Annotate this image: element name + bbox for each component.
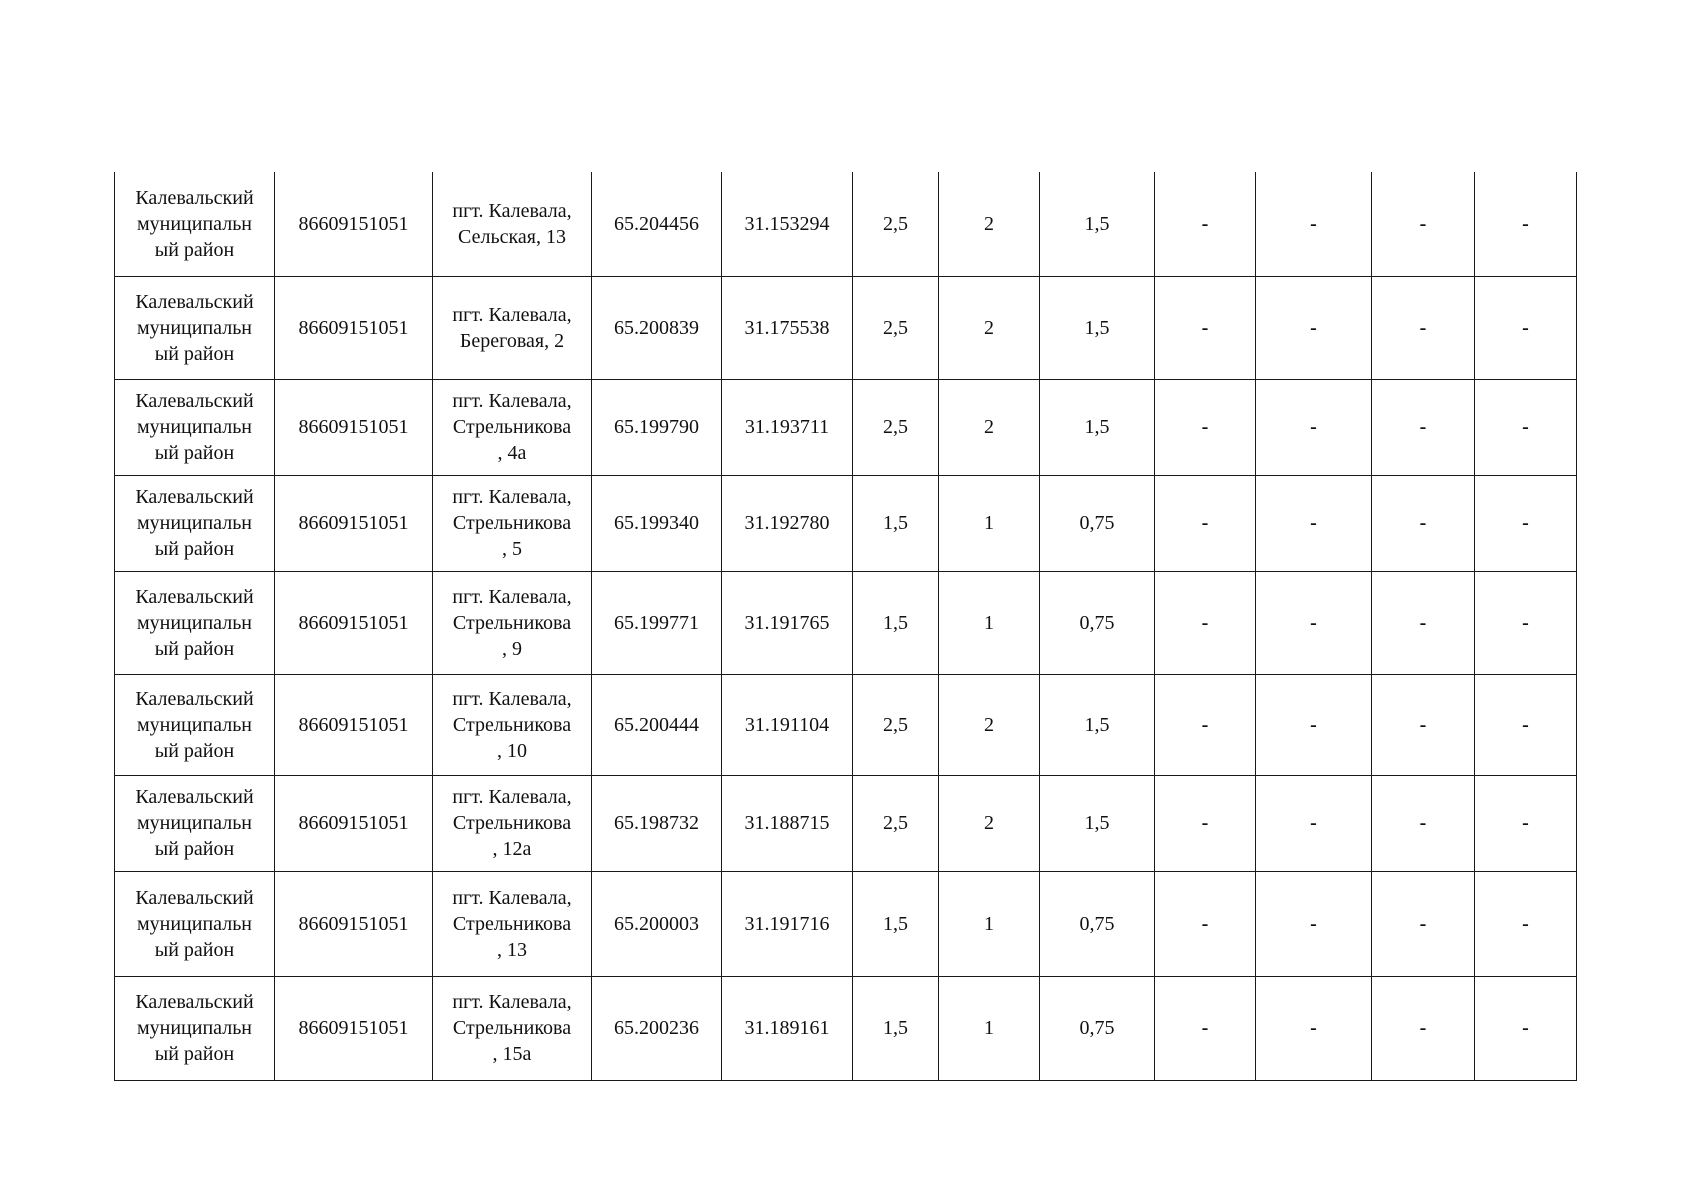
empty-value-cell: -	[1475, 172, 1577, 276]
value-cell: 1,5	[853, 475, 939, 571]
value-cell: 2	[939, 775, 1040, 871]
empty-value-cell: -	[1475, 379, 1577, 475]
data-table	[114, 172, 1577, 1081]
latitude-cell: 65.198732	[592, 775, 722, 871]
empty-value-cell: -	[1256, 571, 1372, 674]
longitude-cell: 31.191104	[722, 674, 853, 775]
value-cell: 1,5	[1040, 172, 1155, 276]
oktmo-code-cell: 86609151051	[275, 475, 433, 571]
empty-value-cell: -	[1256, 475, 1372, 571]
table-body	[115, 172, 1577, 1080]
oktmo-code-cell: 86609151051	[275, 379, 433, 475]
empty-value-cell: -	[1155, 379, 1256, 475]
longitude-cell: 31.191716	[722, 871, 853, 976]
value-cell: 1,5	[853, 976, 939, 1080]
value-cell: 2	[939, 172, 1040, 276]
oktmo-code-cell: 86609151051	[275, 571, 433, 674]
latitude-cell: 65.200236	[592, 976, 722, 1080]
longitude-cell: 31.189161	[722, 976, 853, 1080]
value-cell: 2,5	[853, 674, 939, 775]
table-row	[115, 276, 1577, 379]
empty-value-cell: -	[1256, 976, 1372, 1080]
latitude-cell: 65.199340	[592, 475, 722, 571]
value-cell: 1,5	[1040, 775, 1155, 871]
empty-value-cell: -	[1372, 976, 1475, 1080]
longitude-cell: 31.175538	[722, 276, 853, 379]
value-cell: 1	[939, 571, 1040, 674]
address-cell: пгт. Калевала, Стрельникова , 5	[433, 475, 592, 571]
empty-value-cell: -	[1372, 775, 1475, 871]
value-cell: 2,5	[853, 379, 939, 475]
empty-value-cell: -	[1155, 172, 1256, 276]
address-cell: пгт. Калевала, Стрельникова , 10	[433, 674, 592, 775]
address-cell: пгт. Калевала, Береговая, 2	[433, 276, 592, 379]
address-cell: пгт. Калевала, Стрельникова , 13	[433, 871, 592, 976]
table-row	[115, 775, 1577, 871]
empty-value-cell: -	[1372, 475, 1475, 571]
empty-value-cell: -	[1155, 276, 1256, 379]
address-cell: пгт. Калевала, Сельская, 13	[433, 172, 592, 276]
oktmo-code-cell: 86609151051	[275, 674, 433, 775]
longitude-cell: 31.188715	[722, 775, 853, 871]
value-cell: 2	[939, 674, 1040, 775]
empty-value-cell: -	[1372, 674, 1475, 775]
district-cell: Калевальский муниципальн ый район	[115, 571, 275, 674]
empty-value-cell: -	[1256, 674, 1372, 775]
district-cell: Калевальский муниципальн ый район	[115, 276, 275, 379]
value-cell: 0,75	[1040, 976, 1155, 1080]
value-cell: 1,5	[853, 871, 939, 976]
value-cell: 1,5	[1040, 276, 1155, 379]
oktmo-code-cell: 86609151051	[275, 871, 433, 976]
district-cell: Калевальский муниципальн ый район	[115, 976, 275, 1080]
address-cell: пгт. Калевала, Стрельникова , 12а	[433, 775, 592, 871]
table-row	[115, 172, 1577, 276]
value-cell: 1	[939, 871, 1040, 976]
address-cell: пгт. Калевала, Стрельникова , 9	[433, 571, 592, 674]
empty-value-cell: -	[1155, 475, 1256, 571]
longitude-cell: 31.153294	[722, 172, 853, 276]
latitude-cell: 65.204456	[592, 172, 722, 276]
table-row	[115, 871, 1577, 976]
district-cell: Калевальский муниципальн ый район	[115, 379, 275, 475]
latitude-cell: 65.200839	[592, 276, 722, 379]
empty-value-cell: -	[1256, 871, 1372, 976]
empty-value-cell: -	[1372, 172, 1475, 276]
empty-value-cell: -	[1155, 571, 1256, 674]
longitude-cell: 31.192780	[722, 475, 853, 571]
oktmo-code-cell: 86609151051	[275, 976, 433, 1080]
latitude-cell: 65.200003	[592, 871, 722, 976]
table-row	[115, 475, 1577, 571]
empty-value-cell: -	[1256, 775, 1372, 871]
empty-value-cell: -	[1155, 674, 1256, 775]
address-cell: пгт. Калевала, Стрельникова , 15а	[433, 976, 592, 1080]
empty-value-cell: -	[1155, 976, 1256, 1080]
value-cell: 1,5	[1040, 379, 1155, 475]
empty-value-cell: -	[1475, 571, 1577, 674]
value-cell: 1,5	[1040, 674, 1155, 775]
empty-value-cell: -	[1155, 871, 1256, 976]
value-cell: 1	[939, 976, 1040, 1080]
value-cell: 2	[939, 276, 1040, 379]
value-cell: 0,75	[1040, 475, 1155, 571]
empty-value-cell: -	[1475, 976, 1577, 1080]
empty-value-cell: -	[1475, 871, 1577, 976]
empty-value-cell: -	[1475, 775, 1577, 871]
empty-value-cell: -	[1256, 379, 1372, 475]
value-cell: 2	[939, 379, 1040, 475]
latitude-cell: 65.200444	[592, 674, 722, 775]
table-row	[115, 571, 1577, 674]
empty-value-cell: -	[1475, 674, 1577, 775]
district-cell: Калевальский муниципальн ый район	[115, 172, 275, 276]
district-cell: Калевальский муниципальн ый район	[115, 775, 275, 871]
oktmo-code-cell: 86609151051	[275, 775, 433, 871]
empty-value-cell: -	[1155, 775, 1256, 871]
latitude-cell: 65.199771	[592, 571, 722, 674]
empty-value-cell: -	[1475, 276, 1577, 379]
empty-value-cell: -	[1475, 475, 1577, 571]
empty-value-cell: -	[1256, 276, 1372, 379]
empty-value-cell: -	[1372, 871, 1475, 976]
value-cell: 0,75	[1040, 871, 1155, 976]
value-cell: 2,5	[853, 775, 939, 871]
value-cell: 1,5	[853, 571, 939, 674]
value-cell: 2,5	[853, 276, 939, 379]
table-row	[115, 379, 1577, 475]
value-cell: 2,5	[853, 172, 939, 276]
oktmo-code-cell: 86609151051	[275, 172, 433, 276]
district-cell: Калевальский муниципальн ый район	[115, 871, 275, 976]
empty-value-cell: -	[1372, 379, 1475, 475]
empty-value-cell: -	[1372, 571, 1475, 674]
latitude-cell: 65.199790	[592, 379, 722, 475]
value-cell: 1	[939, 475, 1040, 571]
district-cell: Калевальский муниципальн ый район	[115, 475, 275, 571]
address-cell: пгт. Калевала, Стрельникова , 4а	[433, 379, 592, 475]
table-row	[115, 976, 1577, 1080]
empty-value-cell: -	[1256, 172, 1372, 276]
district-cell: Калевальский муниципальн ый район	[115, 674, 275, 775]
longitude-cell: 31.193711	[722, 379, 853, 475]
oktmo-code-cell: 86609151051	[275, 276, 433, 379]
empty-value-cell: -	[1372, 276, 1475, 379]
value-cell: 0,75	[1040, 571, 1155, 674]
table-row	[115, 674, 1577, 775]
longitude-cell: 31.191765	[722, 571, 853, 674]
